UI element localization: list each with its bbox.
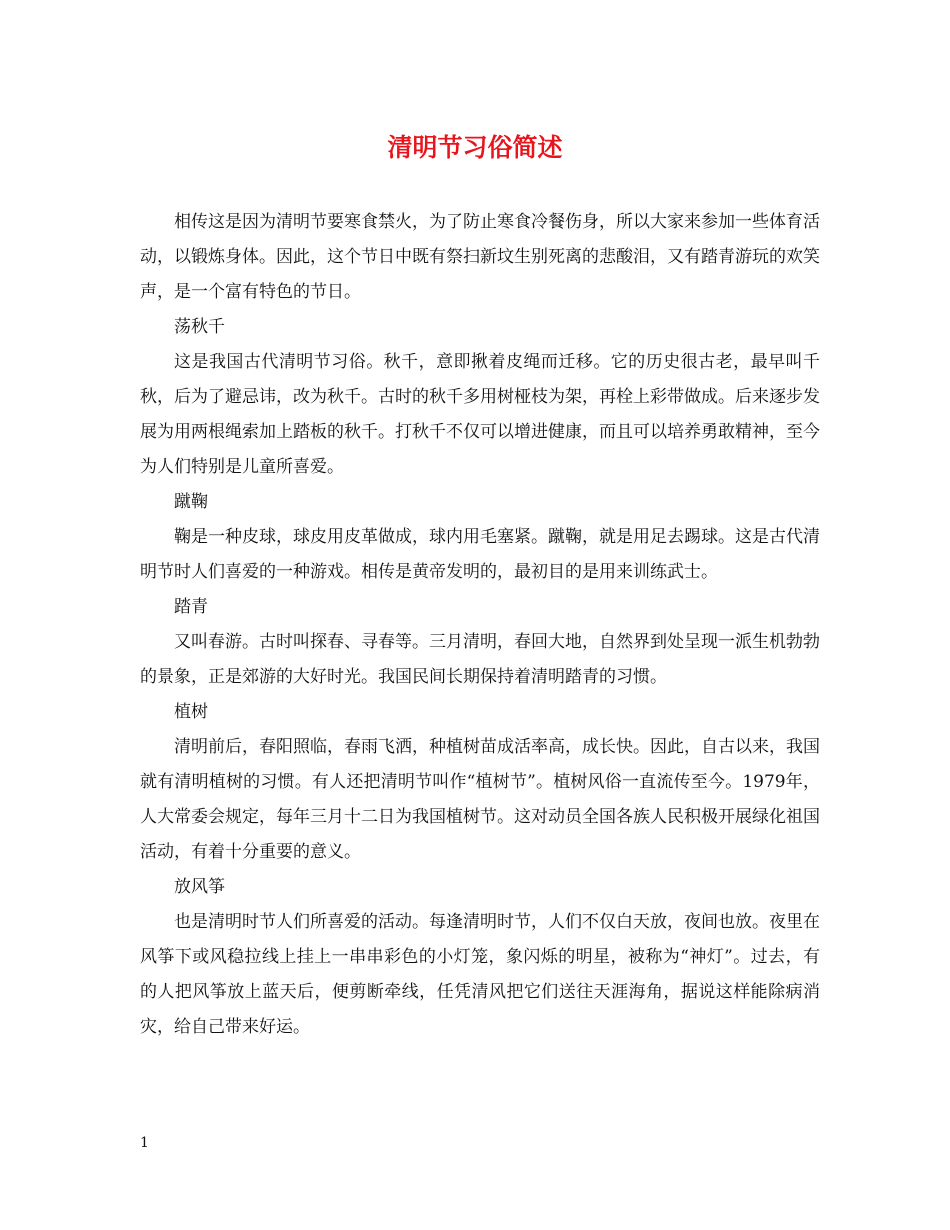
section-text-tree: 清明前后，春阳照临，春雨飞洒，种植树苗成活率高，成长快。因此，自古以来，我国就有清明植树的习惯。有人还把清明节叫作“植树节”。植树风俗一直流传至今。1979年，人大常委会规定，每年三月十二日为我国植树节。这对动员全国各族人民积极开展绿化祖国活动，有着十分重要的意义。	[140, 737, 820, 862]
intro-paragraph: 相传这是因为清明节要寒食禁火，为了防止寒食冷餐伤身，所以大家来参加一些体育活动，以锻炼身体。因此，这个节日中既有祭扫新坟生别死离的悲酸泪，又有踏青游玩的欢笑声，是一个富有特色的节日。	[140, 212, 820, 302]
section-text-swing: 这是我国古代清明节习俗。秋千，意即揪着皮绳而迁移。它的历史很古老，最早叫千秋，后为了避忌讳，改为秋千。古时的秋千多用树桠枝为架，再栓上彩带做成。后来逐步发展为用两根绳索加上踏板的秋千。打秋千不仅可以增进健康，而且可以培养勇敢精神，至今为人们特别是儿童所喜爱。	[140, 352, 820, 477]
section-heading-outing: 踏青	[174, 597, 208, 617]
section-heading-tree: 植树	[174, 702, 208, 722]
section-text-outing: 又叫春游。古时叫探春、寻春等。三月清明，春回大地，自然界到处呈现一派生机勃勃的景象，正是郊游的大好时光。我国民间长期保持着清明踏青的习惯。	[140, 632, 820, 687]
section-text-kite: 也是清明时节人们所喜爱的活动。每逢清明时节，人们不仅白天放，夜间也放。夜里在风筝下或风稳拉线上挂上一串串彩色的小灯笼，象闪烁的明星，被称为“神灯”。过去，有的人把风筝放上蓝天后，便剪断牵线，任凭清风把它们送往天涯海角，据说这样能除病消灾，给自己带来好运。	[140, 912, 820, 1037]
document-body	[140, 205, 820, 1045]
section-heading-kite: 放风筝	[174, 877, 225, 897]
section-heading-cuju: 蹴鞠	[174, 492, 208, 512]
section-heading-swing: 荡秋千	[174, 317, 225, 337]
page-number: 1	[140, 1135, 149, 1151]
document-title: 清明节习俗简述	[387, 133, 563, 162]
section-text-cuju: 鞠是一种皮球，球皮用皮革做成，球内用毛塞紧。蹴鞠，就是用足去踢球。这是古代清明节时人们喜爱的一种游戏。相传是黄帝发明的，最初目的是用来训练武士。	[140, 527, 820, 582]
